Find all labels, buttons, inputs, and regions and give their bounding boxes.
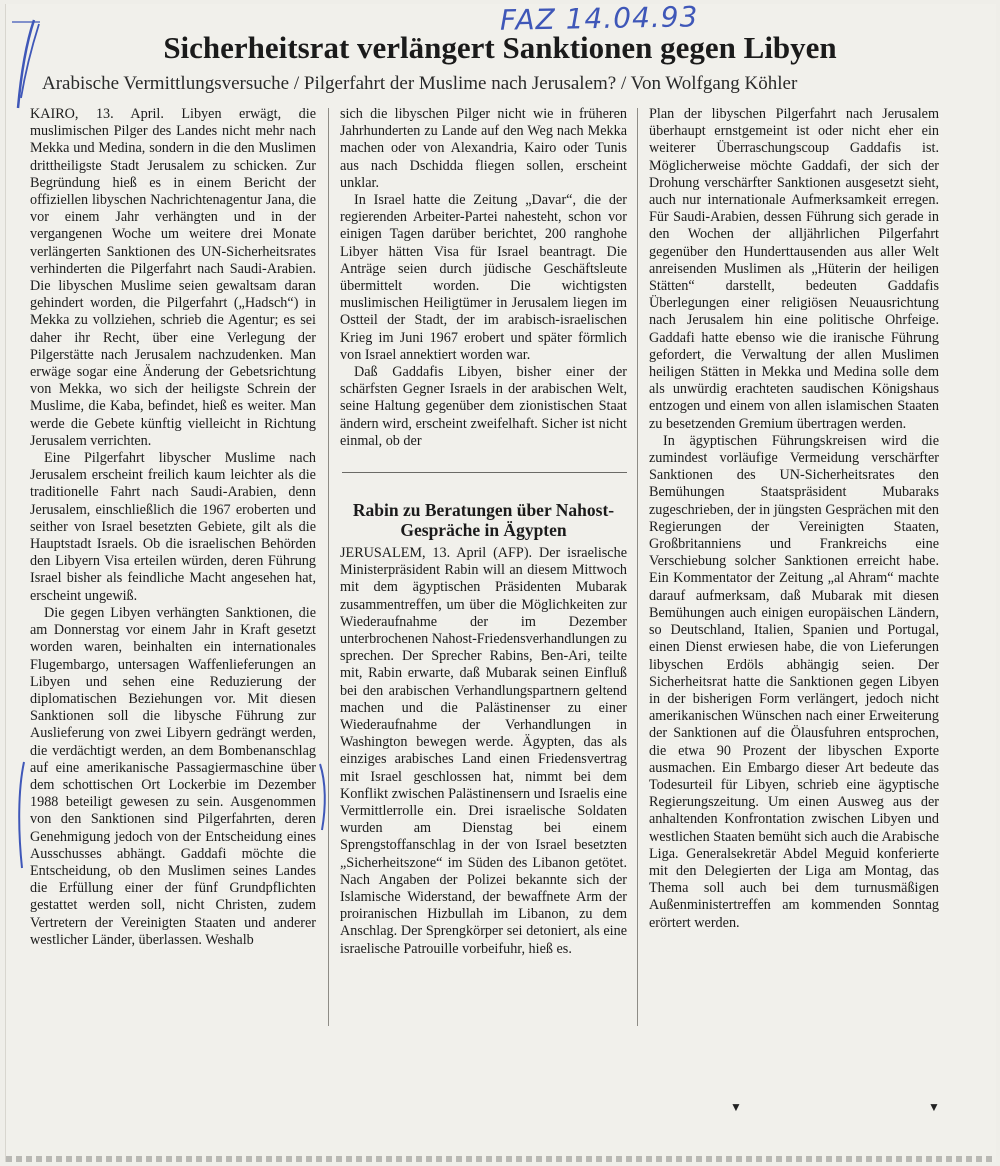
side-article-headline: Rabin zu Beratungen über Nahost-Gespräche in Ägypten bbox=[352, 500, 615, 540]
paragraph: Die gegen Libyen verhängten Sanktionen, die am Donnerstag vor einem Jahr in Kraft gesetzt worden waren, beinhalten ein internationales Flugembargo, untersagen Waffenlieferungen an Libyen und sehen eine Reduzierung der diplomatischen Beziehungen vor. Mit diesen Sanktionen soll die libysche Führung zur Auslieferung von zwei Libyern gedrängt werden, die verdächtigt werden, an dem Bombenanschlag auf eine amerikanische Passagiermaschine über dem schottischen Ort Lockerbie im Dezember 1988 beteiligt gewesen zu sein. Ausgenommen von den Sanktionen sind Pilgerfahrten, deren Genehmigung jedoch von der Entscheidung eines Ausschusses abhängt. Gaddafi möchte die Entscheidung, ob den Muslimen seines Landes die Erfüllung einer der fünf Grundpflichten gestattet werden soll, nicht Christen, zudem Vertretern der Vereinigten Staaten und anderer westlicher Länder, überlassen. Weshalb bbox=[30, 604, 316, 948]
paragraph: In Israel hatte die Zeitung „Davar“, die der regierenden Arbeiter-Partei nahesteht, schon vor einigen Tagen darüber berichtet, 200 ranghohe Libyer hätten Visa für Israel beantragt. Die Anträge seien durch jüdische Geschäftsleute übermittelt worden. Die wichtigsten muslimischen Heiligtümer in Jerusalem liegen im Ostteil der Stadt, der im arabisch-israelischen Krieg im Juni 1967 erobert und später förmlich von Israel annektiert worden war. bbox=[340, 192, 627, 363]
pen-bracket-right-icon bbox=[316, 762, 330, 832]
handwritten-date-note: FAZ 14.04.93 bbox=[499, 0, 699, 37]
paragraph: sich die libyschen Pilger nicht wie in früheren Jahrhunderten zu Lande auf den Weg nach Mekka machen oder von Alexandria, Kairo oder Tunis aus nach Dschidda fliegen sollen, erscheint unklar. bbox=[340, 106, 627, 191]
article-headline: Sicherheitsrat verlängert Sanktionen gegen Libyen bbox=[163, 30, 837, 65]
column-rule bbox=[637, 108, 638, 1026]
paragraph: In ägyptischen Führungskreisen wird die zumindest vorläufige Vermeidung verschärfter Sanktionen des UN-Sicherheitsrates den Bemühungen Staatspräsident Mubaraks zugeschrieben, der in jüngsten Gesprächen mit den Regierungen der Vereinigten Staaten, Großbritanniens und Frankreichs eine Verschiebung solcher Sanktionen erreicht habe. Ein Kommentator der Zeitung „al Ahram“ machte darauf aufmerksam, daß Mubarak mit diesen Bemühungen auch einigen europäischen Ländern, so Deutschland, Italien, Spanien und Portugal, einen Dienst erwiesen habe, die von Lieferungen libyschen Erdöls abhängig seien. Der Sicherheitsrat hatte die Sanktionen gegen Libyen in der bisherigen Form verlängert, jedoch nicht amerikanischen Wünschen nach einer Erweiterung der Sanktionen auf die Ölausfuhren entsprochen, die etwa 90 Prozent der libyschen Exporte ausmachen. Ein Embargo dieser Art bedeute das Todesurteil für Libyen, schrieb eine ägyptische Regierungszeitung. Um einen Ausweg aus der anhaltenden Konfrontation zwischen Libyen und westlichen Staaten bemüht sich auch die Arabische Liga. Generalsekretär Abdel Meguid konferierte mit den Delegierten der Liga am Montag, das Thema soll auch bei dem turnusmäßigen Außenministertreffen am kommenden Sonntag erörtert werden. bbox=[649, 432, 939, 931]
paragraph: Eine Pilgerfahrt libyscher Muslime nach Jerusalem erscheint freilich kaum leichter als die traditionelle Fahrt nach Saudi-Arabien, denn Jerusalem, einschließlich die 1967 eroberten und seither von Israel besetzten Gebiete, gilt als die Hauptstadt Israels. Ob die israelischen Behörden den Libyern Visa erteilen würden, deren Führung Israel bisher als feindliche Macht angesehen hat, erscheint ungewiß. bbox=[30, 450, 316, 604]
paragraph: JERUSALEM, 13. April (AFP). Der israelische Ministerpräsident Rabin will an diesem Mittwoch mit dem ägyptischen Präsidenten Mubarak zusammentreffen, um über die Möglichkeiten zur Wiederaufnahme der im Dezember unterbrochenen Nahost-Friedensverhandlungen zu sprechen. Der Sprecher Rabins, Ben-Ari, teilte mit, Rabin erwarte, daß Mubarak seinen Einfluß bei den arabischen Verhandlungspartnern geltend machen und die Palästinenser zu einer Wiederaufnahme der Verhandlungen in Washington bewegen werde. Ägypten, das als einziges arabisches Land einen Friedensvertrag mit Israel geschlossen hat, nimmt bei dem Konflikt zwischen Palästinensern und Israelis eine Vermittlerrolle ein. Drei israelische Soldaten wurden am Dienstag bei einem Sprengstoffanschlag in der von Israel besetzten „Sicherheitszone“ im Süden des Libanon getötet. Nach Angaben der Polizei bekannte sich der Islamische Widerstand, der bewaffnete Arm der proiranischen Hizbullah im Libanon, zu dem Anschlag. Der Sprengkörper sei detoniert, als eine israelische Patrouille vorbeifuhr, hieß es. bbox=[340, 545, 627, 957]
column-rule bbox=[328, 108, 329, 1026]
paragraph: Daß Gaddafis Libyen, bisher einer der schärfsten Gegner Israels in der arabischen Welt, seine Haltung gegenüber dem zionistischen Staat ändern wird, erscheint zweifelhaft. Sicher ist nicht einmal, ob der bbox=[340, 364, 627, 449]
article-column-1 bbox=[30, 106, 316, 949]
pen-bracket-left-icon bbox=[14, 760, 28, 870]
section-divider bbox=[342, 472, 627, 473]
arrow-marker-icon: ▼ bbox=[730, 1100, 742, 1114]
arrow-marker-icon: ▼ bbox=[928, 1100, 940, 1114]
article-subheadline: Arabische Vermittlungsversuche / Pilgerfahrt der Muslime nach Jerusalem? / Von Wolfgang Köhler bbox=[42, 73, 798, 94]
article-column-2 bbox=[340, 106, 627, 450]
paragraph: KAIRO, 13. April. Libyen erwägt, die muslimischen Pilger des Landes nicht mehr nach Mekka und Medina, sondern in die den Muslimen drittheiligste Stadt Jerusalem zu schicken. Zur Begründung hieß es in einem Bericht der offiziellen libyschen Nachrichtenagentur Jana, die vor einem Jahr verhängten und in der vergangenen Woche um weitere drei Monate verlängerten Sanktionen des UN-Sicherheitsrates verhinderten die Pilgerfahrt nach Saudi-Arabien. Die libyschen Muslime seien gewaltsam daran gehindert worden, die Pilgerfahrt („Hadsch“) in Mekka zu vollziehen, schrieb die Agentur; es sei daher ihr Recht, über eine Verlegung der Pilgerstätte nach Jerusalem nachzudenken. Man erwäge sogar eine Änderung der Gebetsrichtung von Mekka, wo sich der heiligste Schrein der Muslime, die Kaba, befindet, hieß es weiter. Man werde die Gebete künftig vielleicht in Richtung Jerusalem verrichten. bbox=[30, 106, 316, 449]
paragraph: Plan der libyschen Pilgerfahrt nach Jerusalem überhaupt ernstgemeint ist oder nicht eher ein weiterer Überraschungscoup Gaddafis ist. Möglicherweise möchte Gaddafi, der sich der Drohung verschärfter Sanktionen ausgesetzt sieht, auch nur internationale Aufmerksamkeit erregen. Für Saudi-Arabien, dessen Führung sich gerade in den Wochen der alljährlichen Pilgerfahrt gegenüber den Hunderttausenden aus aller Welt anreisenden Muslimen als „Hüterin der heiligen Stätten“ darstellt, bedeuten Gaddafis Überlegungen einer religiösen Neuausrichtung nach Jerusalem hin eine politische Ohrfeige. Gaddafi hatte ebenso wie die iranische Führung gefordert, die Verwaltung der allen Muslimen heiligen Stätten in Mekka und Medina solle dem als unwürdig erachteten saudischen Königshaus entzogen und einem von allen islamischen Staaten zu besetzenden Gremium übertragen werden. bbox=[649, 106, 939, 432]
article-column-3 bbox=[649, 106, 939, 932]
side-article-body bbox=[340, 545, 627, 958]
torn-bottom-edge bbox=[6, 1156, 996, 1162]
